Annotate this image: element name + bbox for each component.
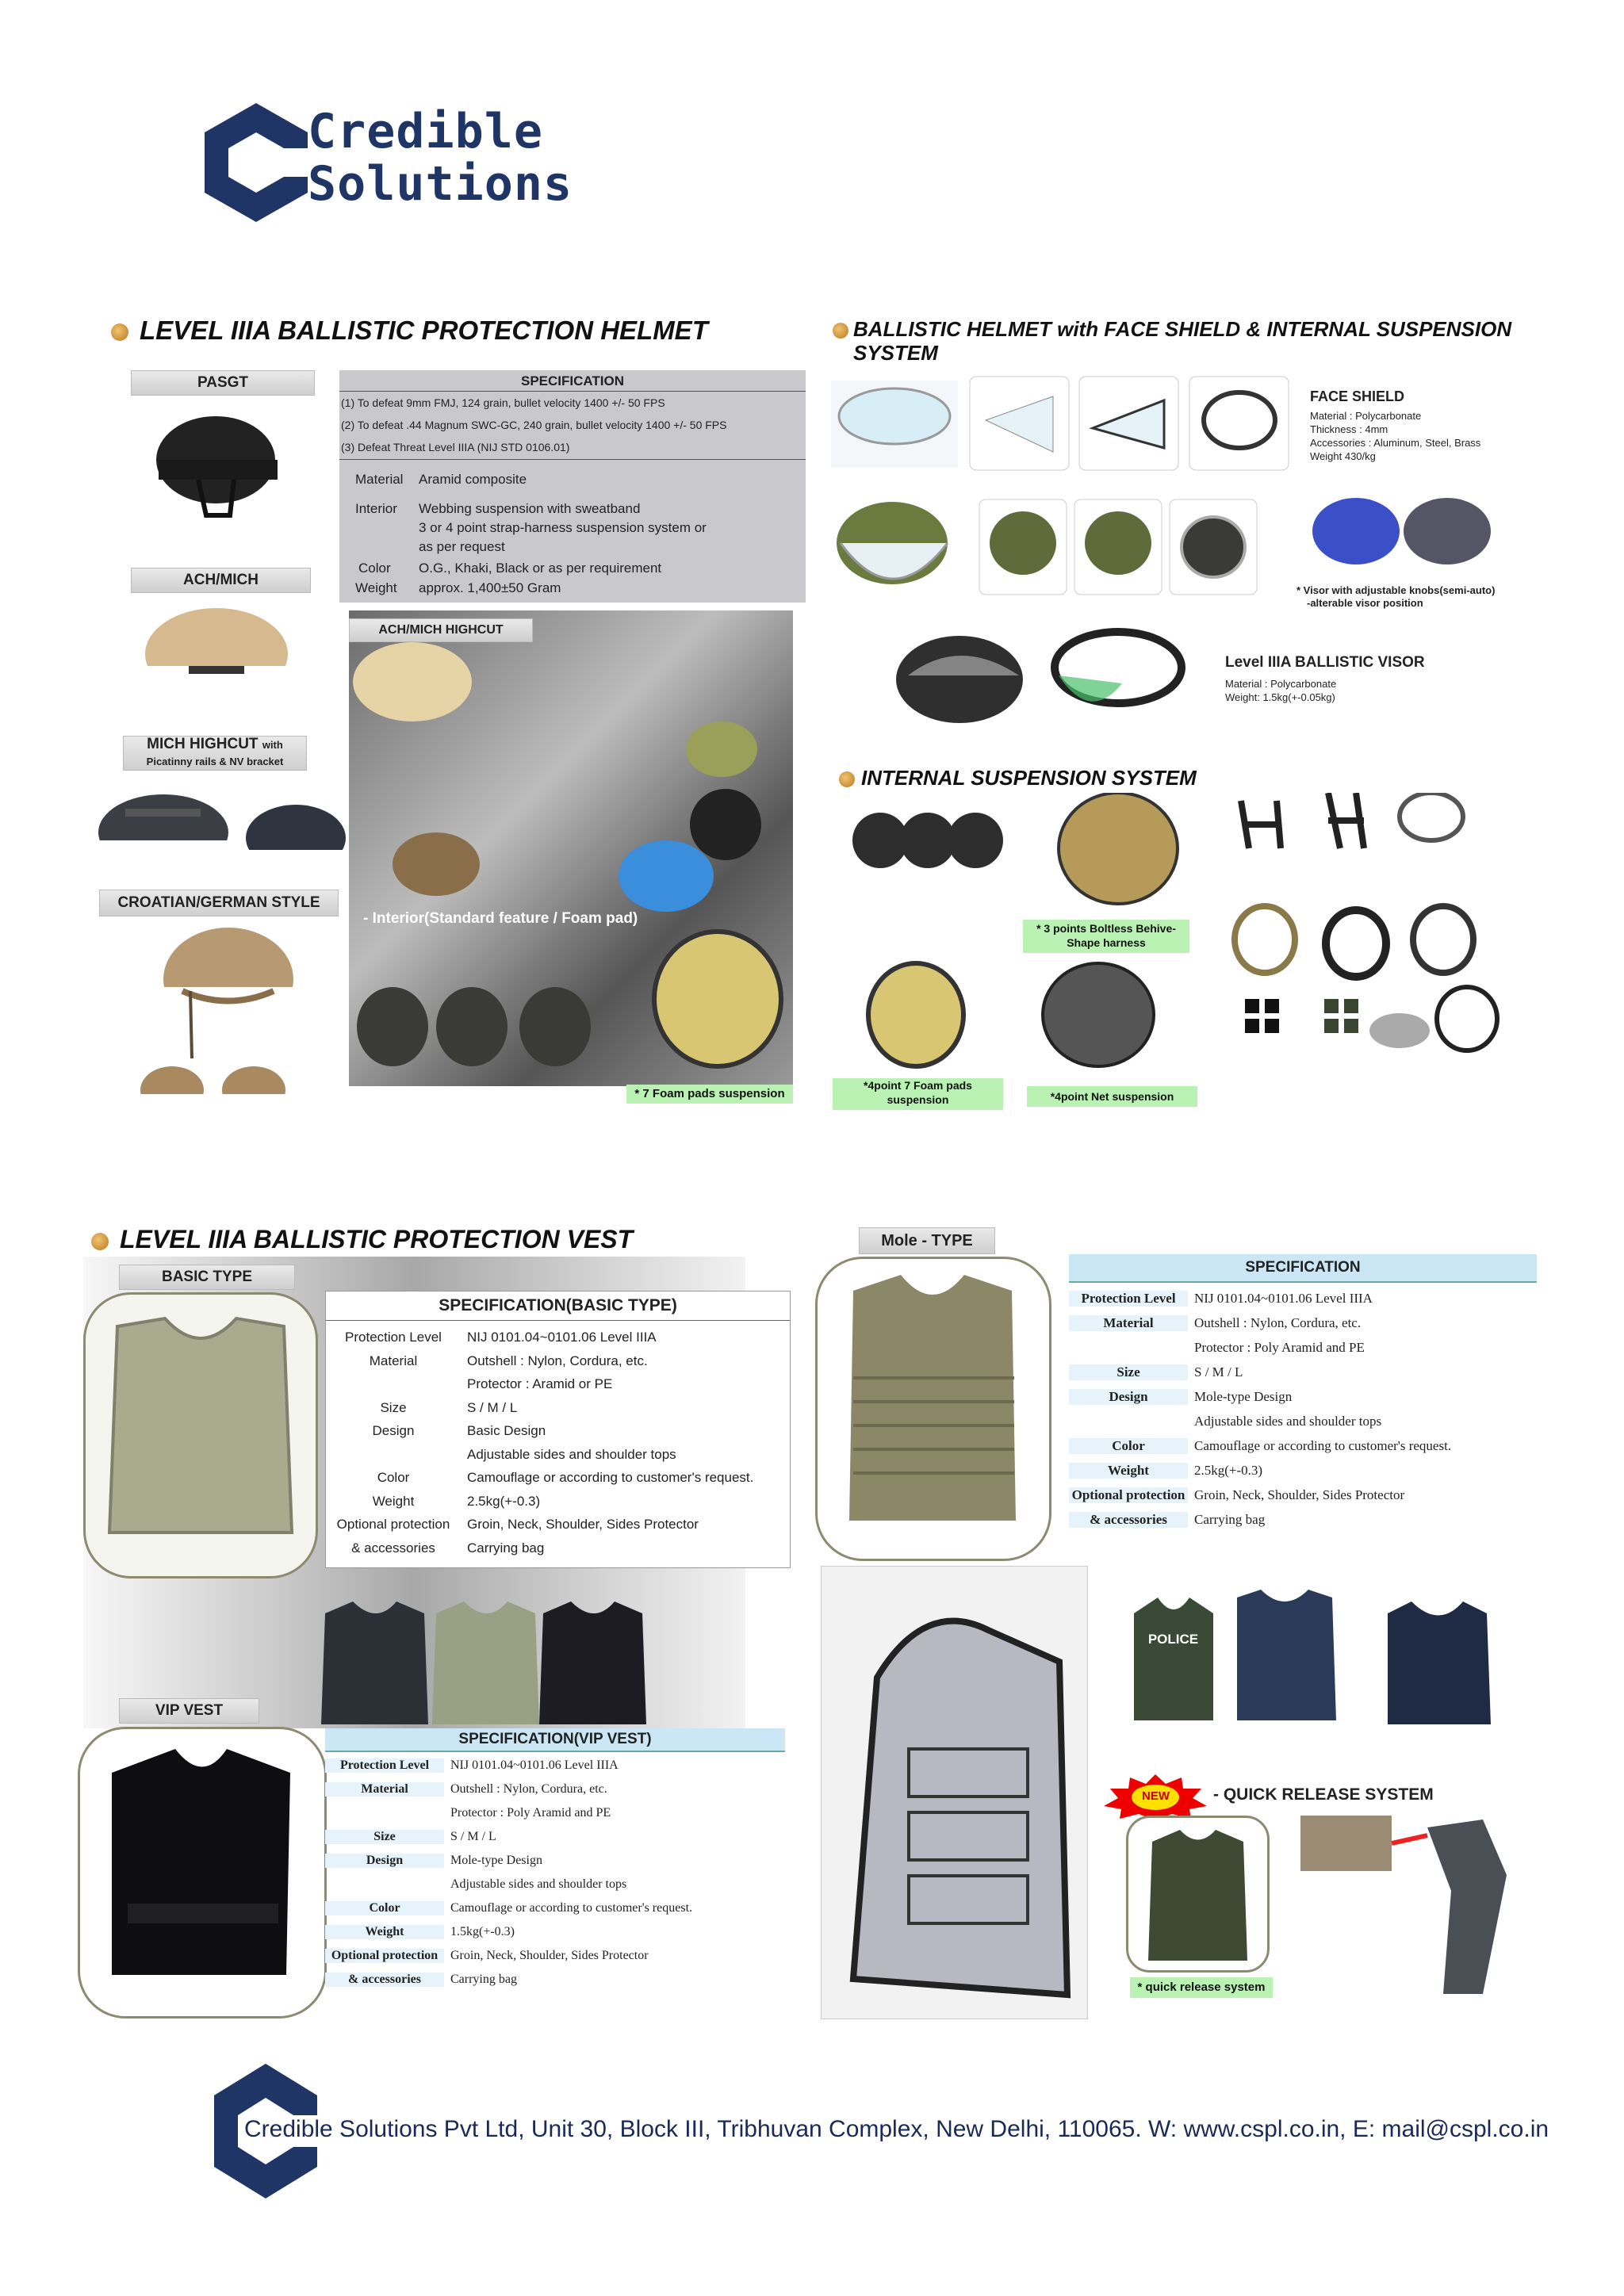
spec-row-label: Protection Level: [1069, 1291, 1188, 1307]
helmet-interior-label: Interior: [355, 501, 397, 516]
helmet-interior-line2: 3 or 4 point strap-harness suspension system or: [419, 520, 707, 535]
face-shield-spec-2: Thickness : 4mm: [1310, 423, 1388, 435]
helmet-material-value: Aramid composite: [419, 472, 527, 487]
spec-row-label: Color: [325, 1901, 444, 1915]
spec-row-label: Size: [325, 1830, 444, 1844]
helmet-section-title: [111, 316, 708, 346]
mich-picatinny-label: Picatinny rails & NV bracket: [146, 756, 284, 767]
spec-row-value: Adjustable sides and shoulder tops: [467, 1446, 676, 1462]
spec-row-label: & accessories: [1069, 1512, 1188, 1528]
vip-spec-header: SPECIFICATION(VIP VEST): [325, 1728, 785, 1752]
vest-variants-row: [1126, 1582, 1538, 1728]
tag-pasgt: PASGT: [131, 370, 315, 396]
tag-mich-highcut: [123, 736, 307, 771]
basic-spec-box: [325, 1291, 791, 1568]
spec-row-value: Protector : Poly Aramid and PE: [450, 1806, 611, 1820]
spec-row-value: 1.5kg(+-0.3): [450, 1925, 515, 1938]
spec-row-label: & accessories: [351, 1540, 435, 1556]
spec-row-label: & accessories: [325, 1973, 444, 1987]
brand-logo: [197, 99, 573, 226]
spec-row-label: Color: [1069, 1438, 1188, 1454]
pasgt-helmet-photo: [151, 404, 282, 523]
spec-row-value: Outshell : Nylon, Cordura, etc.: [467, 1353, 648, 1368]
bullet-icon: [111, 323, 128, 341]
face-shield-photos: [831, 373, 1299, 472]
mich-highcut-label: MICH HIGHCUT: [147, 736, 259, 752]
spec-row-label: Material: [1069, 1315, 1188, 1331]
spec-row-label: Design: [372, 1423, 415, 1438]
vip-vest-photo-frame: [78, 1727, 327, 2019]
helmet-weight-label: Weight: [355, 580, 397, 595]
mole-spec-header: SPECIFICATION: [1069, 1254, 1537, 1283]
quick-release-detail-photo: [1300, 1812, 1538, 2002]
ach-mich-helmet-photo: [141, 603, 292, 706]
spec-row-value: Outshell : Nylon, Cordura, etc.: [450, 1782, 607, 1796]
spec-row-value: Mole-type Design: [450, 1854, 542, 1867]
logo-hexagon-icon: [197, 99, 316, 226]
helmet-weight-value: approx. 1,400±50 Gram: [419, 580, 561, 595]
spec-row-label: Optional protection: [336, 1517, 450, 1532]
bullet-icon: [839, 771, 855, 787]
helmet-threat-3: (3) Defeat Threat Level IIIA (NIJ STD 0106.01): [341, 441, 570, 453]
spec-row-label: Material: [369, 1353, 418, 1368]
bullet-icon: [91, 1233, 109, 1250]
mole-vest-photo-frame: [815, 1257, 1051, 1561]
spec-row-label: Weight: [1069, 1463, 1188, 1479]
spec-row-label: Color: [377, 1470, 410, 1485]
helmet-interior-line1: Webbing suspension with sweatband: [419, 501, 641, 516]
spec-row-value: Mole-type Design: [1194, 1389, 1293, 1404]
spec-row-value: Camouflage or according to customer's request.: [467, 1470, 754, 1485]
spec-row-label: Size: [380, 1399, 407, 1415]
quick-release-vest-photo: [1128, 1818, 1267, 1970]
visor-title: Level IIIA BALLISTIC VISOR: [1225, 654, 1425, 671]
vest-title-text: LEVEL IIIA BALLISTIC PROTECTION VEST: [120, 1225, 634, 1253]
new-badge: [1102, 1774, 1209, 1820]
brand-name-line1: Credible: [308, 104, 543, 159]
new-badge-text: NEW: [1142, 1789, 1170, 1803]
helmet-color-label: Color: [358, 561, 391, 576]
spec-row-label: Protection Level: [325, 1758, 444, 1773]
mich-with-label: with: [262, 739, 283, 751]
helmet-material-label: Material: [355, 472, 404, 487]
face-shield-spec-1: Material : Polycarbonate: [1310, 410, 1422, 422]
tag-ach-mich: ACH/MICH: [131, 568, 311, 593]
spec-row-label: Optional protection: [325, 1949, 444, 1963]
spec-row-value: Camouflage or according to customer's request.: [1194, 1438, 1452, 1453]
brand-name-line2: Solutions: [308, 156, 573, 212]
face-shield-title-line2: SYSTEM: [853, 341, 938, 365]
visor-note-1: * Visor with adjustable knobs(semi-auto): [1297, 584, 1496, 596]
spec-row-value: 2.5kg(+-0.3): [467, 1493, 541, 1509]
quick-release-caption: * quick release system: [1130, 1977, 1273, 1998]
foam-pads-caption: * 7 Foam pads suspension: [626, 1085, 793, 1104]
face-shield-spec-4: Weight 430/kg: [1310, 450, 1376, 462]
spec-row-label: Optional protection: [1069, 1487, 1188, 1503]
spec-row-value: NIJ 0101.04~0101.06 Level IIIA: [1194, 1291, 1373, 1306]
helmet-interior-line3: as per request: [419, 539, 505, 554]
face-shield-section-title: [833, 317, 1511, 365]
basic-spec-header: SPECIFICATION(BASIC TYPE): [439, 1296, 677, 1314]
visor-spec-2: Weight: 1.5kg(+-0.05kg): [1225, 691, 1335, 703]
face-shield-title: FACE SHIELD: [1310, 388, 1405, 404]
spec-row-label: Weight: [325, 1925, 444, 1939]
divider: [339, 459, 806, 460]
helmet-title-text: LEVEL IIIA BALLISTIC PROTECTION HELMET: [140, 316, 708, 345]
tag-ach-mich-highcut: ACH/MICH HIGHCUT: [349, 618, 533, 642]
croatian-helmet-small-1: [139, 1058, 206, 1102]
quick-release-title: - QUICK RELEASE SYSTEM: [1213, 1785, 1434, 1804]
spec-row-value: Adjustable sides and shoulder tops: [1194, 1414, 1382, 1429]
face-shield-title-line1: BALLISTIC HELMET with FACE SHIELD & INTERNAL SUSPENSION: [853, 317, 1512, 341]
spec-row-value: S / M / L: [467, 1399, 518, 1415]
spec-row-value: S / M / L: [450, 1830, 496, 1843]
spec-row-value: Protector : Poly Aramid and PE: [1194, 1340, 1365, 1355]
visor-note-2: -alterable visor position: [1307, 597, 1423, 609]
helmet-interior-collage: [349, 610, 793, 1086]
tag-vip-vest: VIP VEST: [119, 1698, 259, 1724]
spec-row-value: NIJ 0101.04~0101.06 Level IIIA: [467, 1330, 657, 1345]
net-suspension-caption: *4point Net suspension: [1027, 1086, 1197, 1107]
helmet-collage-shapes: [349, 610, 793, 1086]
mole-vest-photo: [818, 1259, 1049, 1559]
vest-section-title: [91, 1225, 633, 1254]
face-shield-spec-3: Accessories : Aluminum, Steel, Brass: [1310, 437, 1481, 449]
spec-row-label: Design: [1069, 1389, 1188, 1405]
spec-row-label: Size: [1069, 1364, 1188, 1380]
spec-row-label: Design: [325, 1854, 444, 1868]
mich-highcut-photo-2: [242, 794, 349, 874]
mole-spec-table: [1069, 1254, 1537, 1552]
helmet-spec-box: [339, 370, 806, 603]
spec-row-value: Camouflage or according to customer's request.: [450, 1901, 693, 1915]
vip-spec-table: [325, 1728, 785, 2010]
basic-vest-photo-frame: [83, 1292, 318, 1578]
spec-row-value: Adjustable sides and shoulder tops: [450, 1877, 627, 1891]
ballistic-visor-photos: [892, 620, 1185, 727]
croatian-helmet-photo: [159, 924, 297, 1062]
bullet-icon: [833, 323, 848, 339]
spec-row-value: Groin, Neck, Shoulder, Sides Protector: [467, 1517, 699, 1532]
helmet-spec-header: SPECIFICATION: [520, 373, 625, 388]
croatian-helmet-small-2: [220, 1058, 288, 1102]
spec-row-value: Carrying bag: [1194, 1512, 1266, 1527]
mich-highcut-photo-1: [94, 781, 232, 872]
spec-row-value: NIJ 0101.04~0101.06 Level IIIA: [450, 1758, 619, 1772]
divider: [339, 391, 806, 392]
divider: [326, 1320, 790, 1321]
foam-suspension-caption: *4point 7 Foam pads suspension: [833, 1078, 1003, 1110]
vip-vest-photo: [80, 1729, 324, 2016]
spec-row-label: Protection Level: [345, 1330, 442, 1345]
spec-row-value: Basic Design: [467, 1423, 546, 1438]
tag-mole-type: Mole - TYPE: [859, 1227, 995, 1254]
spec-row-label: Material: [325, 1782, 444, 1797]
helmet-interior-caption: - Interior(Standard feature / Foam pad): [363, 910, 638, 927]
mole-vest-sketch: [821, 1566, 1088, 2019]
police-label: POLICE: [1147, 1632, 1199, 1647]
behive-harness-caption: * 3 points Boltless Behive-Shape harness: [1023, 920, 1189, 953]
footer-address: Credible Solutions Pvt Ltd, Unit 30, Block III, Tribhuvan Complex, New Delhi, 110065. W: www.cspl.co.in, E: mail@cspl.co.in: [244, 2116, 1549, 2142]
spec-row-label: Weight: [372, 1493, 415, 1509]
helmet-threat-1: (1) To defeat 9mm FMJ, 124 grain, bullet velocity 1400 +/- 50 FPS: [341, 396, 665, 409]
basic-vest-variants: [317, 1590, 650, 1728]
spec-row-value: 2.5kg(+-0.3): [1194, 1463, 1263, 1478]
spec-row-value: S / M / L: [1194, 1364, 1243, 1380]
helmet-color-value: O.G., Khaki, Black or as per requirement: [419, 561, 662, 576]
suspension-title-text: INTERNAL SUSPENSION SYSTEM: [861, 766, 1197, 790]
visor-spec-1: Material : Polycarbonate: [1225, 678, 1337, 690]
tag-croatian-german: CROATIAN/GERMAN STYLE: [99, 890, 339, 916]
helmet-with-visor-photos: [829, 496, 1511, 599]
suspension-section-title: [839, 766, 1197, 790]
quick-release-photo-frame: [1126, 1816, 1270, 1973]
spec-row-value: Carrying bag: [450, 1973, 517, 1986]
spec-row-value: Groin, Neck, Shoulder, Sides Protector: [450, 1949, 649, 1962]
spec-row-value: Groin, Neck, Shoulder, Sides Protector: [1194, 1487, 1405, 1502]
spec-row-value: Protector : Aramid or PE: [467, 1376, 613, 1391]
basic-vest-photo: [86, 1295, 316, 1576]
tag-basic-type: BASIC TYPE: [119, 1265, 295, 1290]
spec-row-value: Carrying bag: [467, 1540, 545, 1556]
helmet-threat-2: (2) To defeat .44 Magnum SWC-GC, 240 grain, bullet velocity 1400 +/- 50 FPS: [341, 419, 727, 431]
spec-row-value: Outshell : Nylon, Cordura, etc.: [1194, 1315, 1362, 1330]
